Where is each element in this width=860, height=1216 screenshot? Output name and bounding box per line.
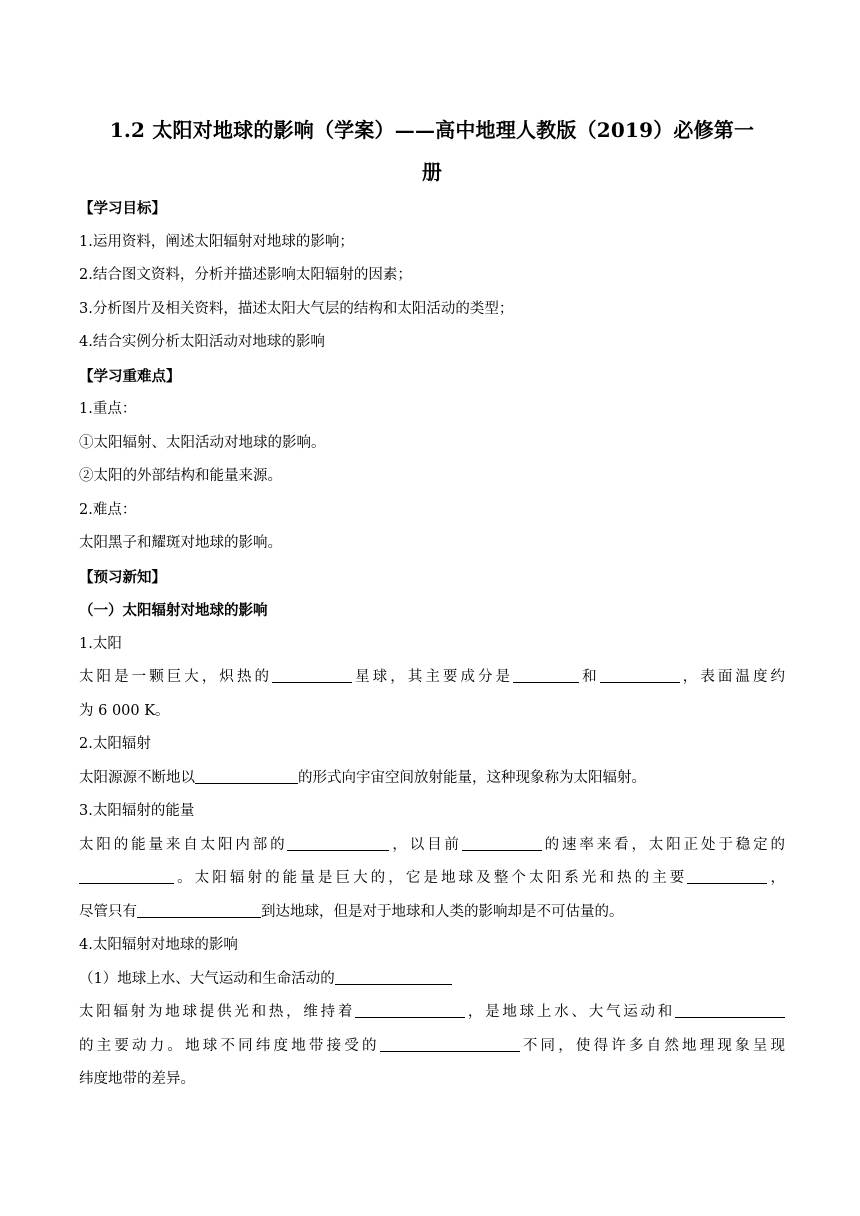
fill-blank[interactable] — [462, 835, 542, 851]
text-run: 的主要动力。地球不同纬度地带接受的 — [79, 1037, 380, 1054]
text-run: 的速率来看，太阳正处于稳定的 — [541, 836, 786, 853]
energy-paragraph-line — [79, 896, 785, 930]
difficult-label: 2.难点： — [79, 501, 137, 518]
text-run: 太阳是一颗巨大，炽热的 — [79, 669, 273, 685]
radiation-label: 2.太阳辐射 — [79, 736, 151, 752]
text-run: ，以目前 — [389, 836, 462, 853]
fill-blank[interactable] — [513, 667, 579, 683]
sun-paragraph-line — [79, 661, 785, 695]
difficult-item: 太阳黑子和耀斑对地球的影响。 — [79, 535, 282, 551]
fill-blank[interactable] — [675, 1002, 785, 1018]
text-run: 太阳的能量来自太阳内部的 — [79, 836, 288, 853]
objectives-heading: 【学习目标】 — [79, 200, 166, 217]
fill-blank[interactable] — [79, 868, 174, 884]
objective-item: 4.结合实例分析太阳活动对地球的影响 — [79, 334, 325, 350]
preview-section — [79, 561, 785, 1097]
fill-blank[interactable] — [137, 902, 261, 918]
fill-blank[interactable] — [687, 868, 767, 884]
sun-paragraph-line: 为 6 000 K。 — [79, 702, 170, 719]
text-run: （1）地球上水、大气运动和生命活动的 — [79, 970, 335, 987]
impact-paragraph-line: 纬度地带的差异。 — [79, 1071, 195, 1087]
keypoints-section — [79, 360, 785, 561]
fill-blank[interactable] — [195, 768, 298, 784]
text-run: ， — [767, 870, 786, 886]
text-run: 。太阳辐射的能量是巨大的，它是地球及整个太阳系光和热的主要 — [174, 870, 688, 886]
text-run: ，表面温度约 — [679, 669, 786, 685]
section-heading: （一）太阳辐射对地球的影响 — [79, 602, 268, 619]
document-title-continued: 册 — [421, 160, 443, 184]
keypoints-heading: 【学习重难点】 — [79, 367, 181, 385]
objective-item: 3.分析图片及相关资料，描述太阳大气层的结构和太阳活动的类型； — [79, 300, 514, 317]
document-title: 1.2 太阳对地球的影响（学案）——高中地理人教版（2019）必修第一 — [109, 118, 755, 142]
text-run: 星球，其主要成分是 — [352, 669, 514, 685]
energy-label: 3.太阳辐射的能量 — [79, 803, 195, 819]
text-run: 尽管只有 — [79, 903, 137, 920]
text-run: 太阳源源不断地以 — [79, 769, 195, 786]
fill-blank[interactable] — [600, 667, 680, 683]
document-page — [79, 112, 785, 1097]
objectives-section — [79, 192, 785, 360]
energy-paragraph-line — [79, 829, 785, 863]
impact-paragraph-line — [79, 996, 785, 1030]
text-run: 的形式向宇宙空间放射能量，这种现象称为太阳辐射。 — [298, 769, 646, 786]
impact-subheading — [79, 963, 785, 997]
sun-label: 1.太阳 — [79, 635, 122, 652]
fill-blank[interactable] — [272, 667, 352, 683]
text-run: 太阳辐射为地球提供光和热，维持着 — [79, 1004, 356, 1020]
key-item: ①太阳辐射、太阳活动对地球的影响。 — [79, 434, 326, 451]
text-run: 到达地球，但是对于地球和人类的影响却是不可估量的。 — [261, 903, 624, 920]
fill-blank[interactable] — [355, 1002, 465, 1018]
objective-item: 2.结合图文资料，分析并描述影响太阳辐射的因素； — [79, 267, 412, 283]
objective-item: 1.运用资料，阐述太阳辐射对地球的影响； — [79, 233, 354, 250]
preview-heading: 【预习新知】 — [79, 568, 166, 586]
radiation-paragraph-line — [79, 762, 785, 796]
key-item: ②太阳的外部结构和能量来源。 — [79, 468, 282, 484]
impact-paragraph-line — [79, 1030, 785, 1064]
impact-label: 4.太阳辐射对地球的影响 — [79, 937, 238, 953]
text-run: 和 — [579, 669, 600, 685]
key-label: 1.重点： — [79, 401, 137, 417]
fill-blank[interactable] — [380, 1036, 520, 1052]
text-run: 不同，使得许多自然地理现象呈现 — [519, 1037, 785, 1054]
fill-blank[interactable] — [287, 835, 389, 851]
fill-blank[interactable] — [335, 969, 452, 985]
text-run: ，是地球上水、大气运动和 — [465, 1004, 676, 1020]
energy-paragraph-line — [79, 862, 785, 896]
